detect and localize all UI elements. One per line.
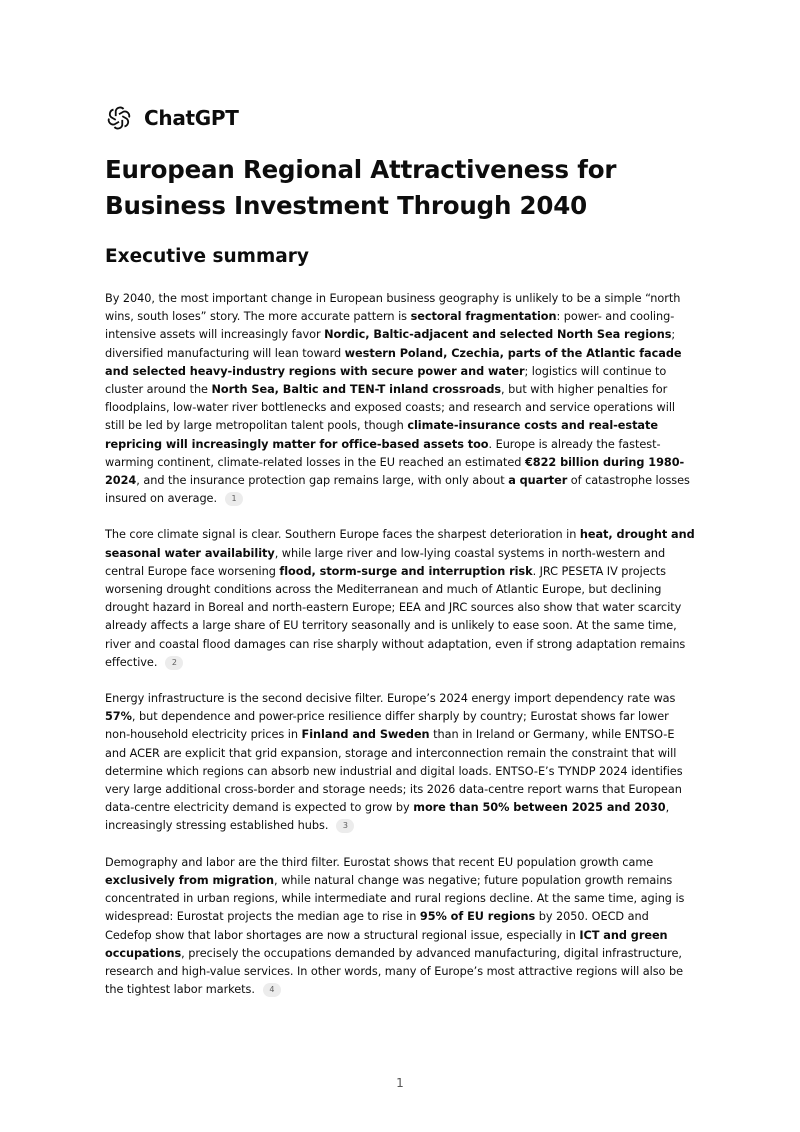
emphasis-text: Nordic, Baltic-adjacent and selected North Sea regions	[324, 328, 672, 342]
emphasis-text: ICT and green occupations	[105, 928, 668, 960]
paragraph-text: By 2040, the most important change in European business geography is unlikely to be a simple “north wins, south loses” story. The more accurate pattern is	[105, 292, 681, 324]
paragraph-text: . Europe is already the fastest-warming continent, climate-related losses in the EU reached an estimated	[105, 437, 661, 469]
emphasis-text: 95% of EU regions	[419, 910, 536, 924]
citation-badge[interactable]: 1	[225, 492, 243, 506]
paragraph-text: , precisely the occupations demanded by advanced manufacturing, digital infrastructure, research and high-value services. In other words, many of Europe’s most attractive regions will also be the tightest labor markets.	[105, 946, 683, 997]
paragraph-text: Energy infrastructure is the second decisive filter. Europe’s 2024 energy import dependency rate was	[105, 692, 676, 706]
body-paragraph	[105, 290, 697, 508]
paragraph-text: ; diversified manufacturing will lean toward	[105, 328, 676, 360]
paragraph-text: by 2050. OECD and Cedefop show that labor shortages are now a structural regional issue, especially in	[105, 910, 649, 942]
openai-knot-icon	[105, 104, 133, 132]
emphasis-text: exclusively from migration	[105, 873, 275, 887]
brand-header	[105, 100, 697, 136]
paragraph-text: . JRC PESETA IV projects worsening drought conditions across the Mediterranean and much of Atlantic Europe, but declining drought hazard in Boreal and north-eastern Europe; EEA and JRC sources also show that water scarcity already affects a large share of EU territory seasonally and is unlikely to ease soon. At the same time, river and coastal flood damages can rise sharply without adaptation, even if strong adaptation remains effective.	[105, 564, 686, 669]
citation-badge[interactable]: 2	[165, 656, 183, 670]
document-title: European Regional Attractiveness for Business Investment Through 2040	[105, 155, 617, 220]
emphasis-text: western Poland, Czechia, parts of the Atlantic facade and selected heavy-industry regions with secure power and water	[105, 346, 682, 378]
citation-badge[interactable]: 4	[263, 983, 281, 997]
citation-badge[interactable]: 3	[336, 819, 354, 833]
paragraph-text: The core climate signal is clear. Southern Europe faces the sharpest deterioration in	[105, 528, 580, 542]
emphasis-text: climate-insurance costs and real-estate repricing will increasingly matter for office-based assets too	[105, 419, 658, 451]
emphasis-text: Finland and Sweden	[301, 728, 430, 742]
emphasis-text: North Sea, Baltic and TEN-T inland crossroads	[211, 383, 502, 397]
paragraph-text: , increasingly stressing established hubs.	[105, 801, 670, 833]
paragraph-text: ; logistics will continue to cluster around the	[105, 364, 667, 397]
paragraph-text: than in Ireland or Germany, while ENTSO-E and ACER are explicit that grid expansion, storage and interconnection remain the constraint that will determine which regions can absorb new industrial and digital loads. ENTSO-E’s TYNDP 2024 identifies very large additional cross-border and storage needs; its 2026 data-centre report warns that European data-centre electricity demand is expected to grow by	[105, 728, 683, 815]
body-paragraph	[105, 526, 697, 672]
emphasis-text: heat, drought and seasonal water availability	[105, 528, 695, 560]
paragraph-text: , and the insurance protection gap remains large, with only about	[136, 474, 509, 488]
paragraphs	[105, 290, 697, 999]
paragraph-text: , but dependence and power-price resilience differ sharply by country; Eurostat shows far lower non-household electricity prices in	[105, 710, 669, 742]
section-heading: Executive summary	[105, 246, 309, 267]
emphasis-text: more than 50% between 2025 and 2030	[413, 801, 666, 815]
paragraph-text: Demography and labor are the third filter. Eurostat shows that recent EU population growth came	[105, 855, 654, 869]
document-page	[105, 100, 697, 999]
paragraph-text: : power- and cooling-intensive assets will increasingly favor	[105, 310, 675, 342]
emphasis-text: sectoral fragmentation	[410, 310, 557, 324]
emphasis-text: flood, storm-surge and interruption risk	[279, 564, 533, 578]
paragraph-text: , while large river and low-lying coastal systems in north-western and central Europe face worsening	[105, 546, 666, 578]
paragraph-text: , but with higher penalties for floodplains, low-water river bottlenecks and exposed coasts; and research and service operations will still be led by large metropolitan talent pools, though	[105, 383, 676, 433]
emphasis-text: €822 billion during 1980-2024	[105, 455, 685, 488]
body-paragraph	[105, 690, 697, 836]
emphasis-text: a quarter	[508, 474, 568, 488]
brand-name: ChatGPT	[144, 106, 239, 130]
page-number: 1	[396, 1076, 404, 1090]
body-paragraph	[105, 854, 697, 1000]
paragraph-text: , while natural change was negative; future population growth remains concentrated in urban regions, while intermediate and rural regions decline. At the same time, aging is widespread: Eurostat projects the median age to rise in	[105, 873, 685, 924]
emphasis-text: 57%	[105, 710, 132, 724]
paragraph-text: of catastrophe losses insured on average.	[105, 474, 690, 506]
